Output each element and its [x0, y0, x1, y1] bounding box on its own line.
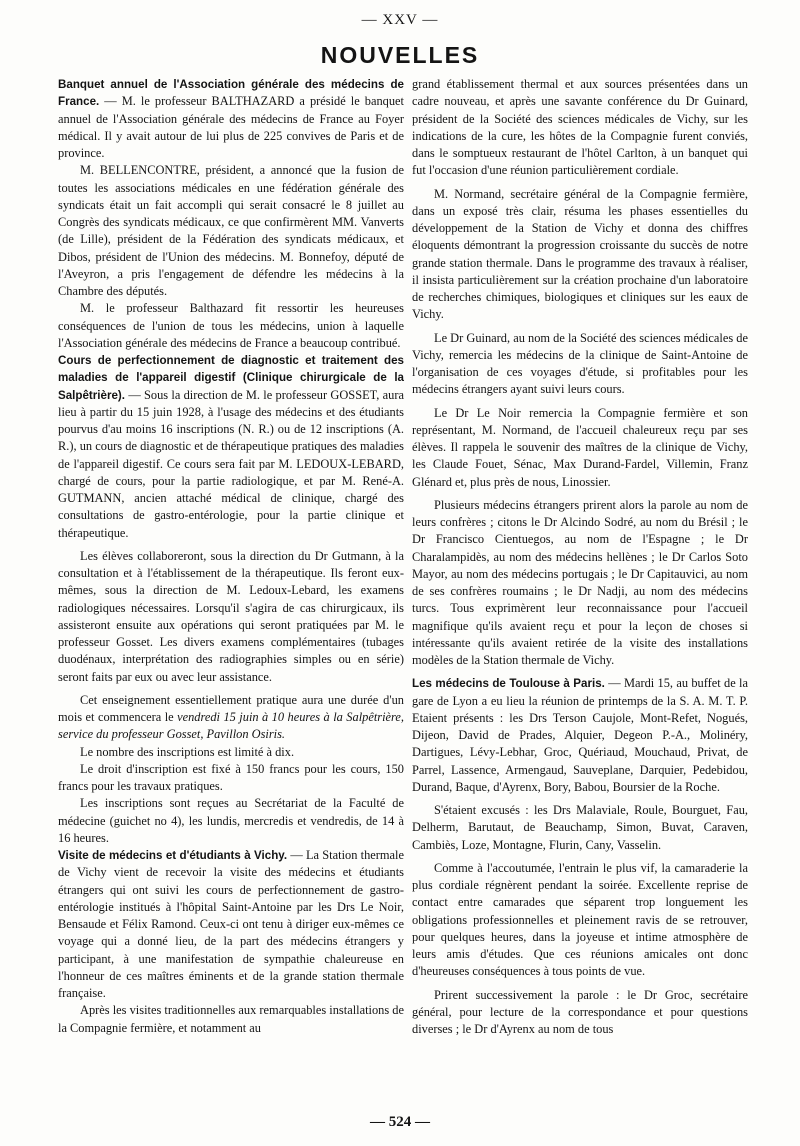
cours-paragraph-6: Les inscriptions sont reçues au Secrétariat de la Faculté de médecine (guichet no 4), les lundis, mercredis et vendredis, de 14 à 16 heures. — [58, 796, 404, 845]
toulouse-paragraph-3: Comme à l'accoutumée, l'entrain le plus vif, la camaraderie la plus cordiale régnèrent pendant la soirée. Excellente reprise de contact entre camarades que séparent trop longuement les obligations professionnelles et pleinement ravis de se retrouver, pour quelques heures, dans la joyeuse et intime atmosphère de leurs amis d'études. Que ces réunions amicales ont donc d'heureuses conséquences à tous points de vue. — [412, 860, 748, 979]
cours-paragraph-5: Le droit d'inscription est fixé à 150 francs pour les cours, 150 francs pour les travaux pratiques. — [58, 761, 404, 793]
article-vichy — [58, 847, 404, 1002]
footer-page-number: — 524 — — [370, 1114, 430, 1130]
banquet-heading: Banquet annuel de l'Association générale des médecins de France. — [58, 78, 404, 109]
cours-paragraph-2: Les élèves collaboreront, sous la direction du Dr Gutmann, à la consultation et à l'établissement de la thérapeutique. Ils feront eux-mêmes, sous la direction de M. Ledoux-Lebard, les examens radiologiques nécessaires. Lorsqu'il s'agira de cas chirurgicaux, ils assisteront ensuite aux opérations qui seront pratiquées par M. le professeur Gosset. Les divers examens complémentaires (tubages duodénaux, interprétation des radiographies simples ou en série) seront faits par eux ou avec leur assistance. — [58, 548, 404, 684]
cours-intro: — Sous la direction de M. le professeur GOSSET, aura lieu à partir du 15 juin 1928, à l'usage des médecins et des étudiants pourvus d'au moins 16 inscriptions (N. R.) ou de 12 inscriptions (A. R.), un cours de diagnostic et de thérapeutique pratiques des maladies de l'appareil digestif. Ce cours sera fait par M. LEDOUX-LEBARD, chargé de cours, pour la partie radiologique, et par M. René-A. GUTMANN, ancien attaché médical de clinique, chargé des consultations de gastro-entérologie, pour la partie clinique et thérapeutique. — [58, 387, 404, 540]
cours-paragraph-4: Le nombre des inscriptions est limité à dix. — [80, 744, 295, 759]
vichy-paragraph-6: Plusieurs médecins étrangers prirent alors la parole au nom de leurs confrères ; citons le Dr Alcindo Sodré, au nom du Brésil ; le Dr Francisco Cientuegos, au nom de l'Espagne ; le Dr Charalampidès, au nom des médecins hellènes ; le Dr Carlos Soto Mayor, au nom des médecins portugais ; le Dr Capitauvici, au nom de ses confrères roumains ; le Dr Nadji, au nom des médecins turcs. Tous exprimèrent leur reconnaissance pour l'accueil magnifique qu'ils avaient reçu et pour la leçon de choses si intéressante qu'ils avaient retirée de la visite des installations modèles de la Station thermale de Vichy. — [412, 497, 748, 667]
vichy-paragraph-2: Après les visites traditionnelles aux remarquables installations de la Compagnie fermière, et notamment au — [58, 1003, 404, 1035]
article-toulouse — [412, 675, 748, 796]
banquet-paragraph-2: M. BELLENCONTRE, président, a annoncé que la fusion de toutes les associations médicales en une fédération générale des syndicats était un fait accompli qui serait consacré le 8 juillet au Congrès des syndicats médicaux, ce que confirmèrent MM. Vanverts (de Lille), président de la Fédération des syndicats médicaux, et Dibos, président de l'Union des médecins. M. Bonnefoy, député de l'Aveyron, a pris l'engagement de défendre les médecins à la Chambre des députés. — [58, 163, 404, 298]
left-column — [58, 76, 404, 1037]
toulouse-paragraph-4: Prirent successivement la parole : le Dr Groc, secrétaire général, pour lecture de la correspondance et pour questions diverses ; le Dr d'Ayrenx au nom de tous — [412, 987, 748, 1036]
vichy-intro: — La Station thermale de Vichy vient de recevoir la visite des médecins et étudiants étrangers qui ont suivi les cours de perfectionnement de gastro-entérologie institués à l'hôpital Saint-Antoine par les Drs Le Noir, Bensaude et Félix Ramond. Ceux-ci ont tenu à diriger eux-mêmes ce voyage qui a donné lieu, de la part des médecins étrangers y participant, à une manifestation de sympathie chaleureuse en l'honneur de ces maîtres éminents et de la grande station thermale française. — [58, 848, 404, 1000]
toulouse-intro: — Mardi 15, au buffet de la gare de Lyon a eu lieu la réunion de printemps de la S. A. M. T. P. Etaient présents : les Drs Terson Caujole, Mont-Refet, Nogués, Dijeon, David de Prades, Alquier, Degeon P.-A., Molinéry, Dartigues, Lévy-Lebhar, Groc, Quériaud, Mouchaud, Privat, de Parrel, Lassence, Armengaud, Sauveplane, Darquier, Pedebidou, Durand, Baque, d'Ayrenx, Bory, Babou, Boursier de la Roche. — [412, 676, 748, 794]
cours-p3-date: vendredi 15 juin à 10 heures à la Salpêtrière, service du professeur Gosset, Pavillon Osiris. — [58, 710, 404, 742]
banquet-intro: — M. le professeur BALTHAZARD a présidé le banquet annuel de l'Association générale des médecins de France au Foyer médical. Il y avait autour de lui plus de 225 convives de Paris et de province. — [58, 94, 404, 160]
vichy-paragraph-4: Le Dr Guinard, au nom de la Société des sciences médicales de Vichy, remercia les médecins de la clinique de Saint-Antoine de l'organisation de ces voyages d'étude, si profitables pour les médecins étrangers ayant suivi leurs cours. — [412, 330, 748, 397]
vichy-paragraph-3: M. Normand, secrétaire général de la Compagnie fermière, dans un exposé très clair, résuma les phases essentielles du développement de la Station de Vichy et donna des chiffres éloquents démontrant la progression croissante du succès de notre grande station thermale. Dans le programme des travaux à réaliser, il insista particulièrement sur la création prochaine d'un laboratoire de recherches chimiques, biologiques et cliniques sur les eaux de Vichy. — [412, 186, 748, 322]
cours-heading: Cours de perfectionnement de diagnostic et traitement des maladies de l'appareil digestif (Clinique chirurgicale de la Salpêtrière). — [58, 354, 404, 402]
roman-page-number: — XXV — — [361, 12, 439, 28]
vichy-paragraph-5: Le Dr Le Noir remercia la Compagnie fermière et son représentant, M. Normand, de l'accueil chaleureux reçu par ses élèves. Il rappela le souvenir des maîtres de la clinique de Vichy, les Claude Fouet, Sénac, Max Durand-Fardel, Villemin, Franz Glénard et, plus près de nous, Linossier. — [412, 405, 748, 489]
banquet-paragraph-3: M. le professeur Balthazard fit ressortir les heureuses conséquences de l'union de tous les médecins, union à laquelle l'Association générale des médecins de France a beaucoup contribué. — [58, 301, 404, 350]
right-column — [412, 76, 748, 1038]
article-banquet — [58, 76, 404, 162]
cours-paragraph-3 — [58, 692, 404, 744]
toulouse-paragraph-2: S'étaient excusés : les Drs Malaviale, Roule, Bourguet, Fau, Delherm, Barutaut, de Beauchamp, Simon, Buvat, Caraven, Cambiès, Loze, Montagne, Flurin, Cany, Vasselin. — [412, 803, 748, 852]
page-title: NOUVELLES — [320, 42, 480, 68]
vichy-heading: Visite de médecins et d'étudiants à Vichy. — [58, 849, 288, 862]
cours-p3-text: Cet enseignement essentiellement pratique aura une durée d'un mois et commencera le — [58, 692, 404, 724]
article-cours — [58, 352, 404, 542]
toulouse-heading: Les médecins de Toulouse à Paris. — [412, 677, 605, 691]
vichy-paragraph-2-continued: grand établissement thermal et aux sources présentées dans un cadre nouveau, et après une savante conférence du Dr Guinard, président de la Société des sciences médicales de Vichy, sur les indications de la cure, les hôtes de la Compagnie furent conviés, dans le somptueux restaurant de l'hôtel Carlton, à un banquet qui fut l'occasion d'une réunion particulièrement cordiale. — [412, 77, 748, 178]
